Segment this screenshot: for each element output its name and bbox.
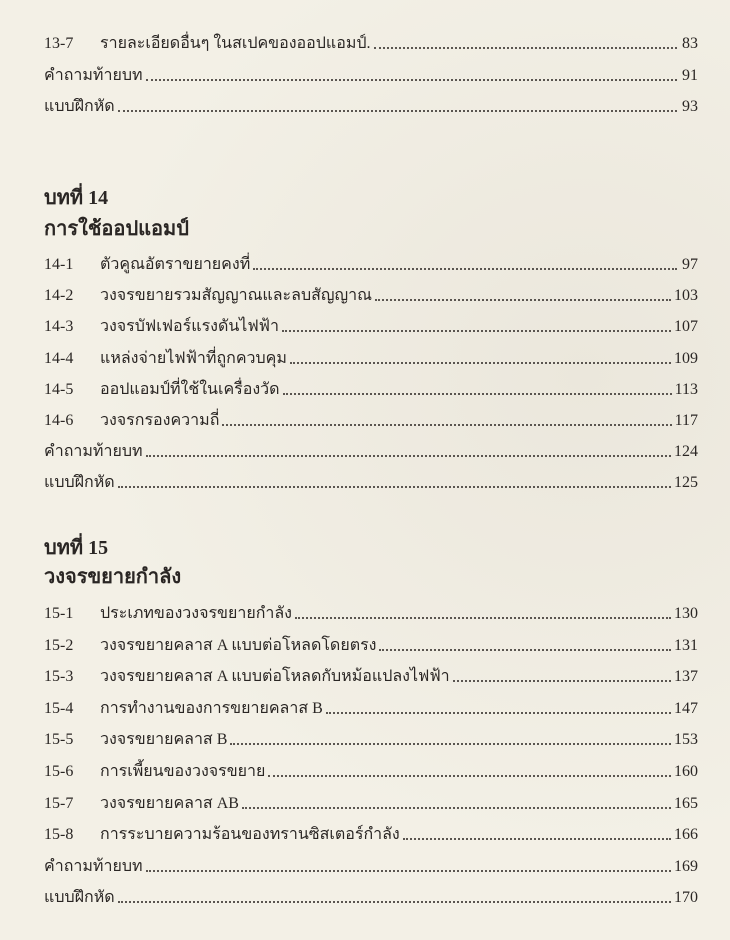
dot-leader [283,393,672,395]
dot-leader [326,712,671,714]
section-title: แบบฝึกหัด [44,889,115,907]
toc-entry [44,282,698,306]
dot-leader [222,424,671,426]
toc-entry [44,62,698,86]
section-number: 14-3 [44,318,74,336]
toc-entry [44,251,698,275]
section-number: 15-3 [44,668,74,686]
toc-entry [44,313,698,337]
page-number: 170 [674,889,698,907]
dot-leader [118,110,677,112]
toc-entry [44,407,698,431]
dot-leader [290,362,671,364]
section-title: วงจรขยายคลาส A แบบต่อโหลดกับหม้อแปลงไฟฟ้า [100,668,450,686]
section-title: วงจรกรองความถี่ [100,412,220,429]
toc-entry [44,93,698,117]
page-number: 93 [682,98,698,115]
toc-entry [44,821,698,845]
section-number: 14-5 [44,380,74,398]
dot-leader [403,838,671,840]
toc-entry [44,600,698,624]
dot-leader [253,268,677,270]
chapter-title: การใช้ออปแอมป์ [44,218,189,240]
page-number: 107 [674,318,698,336]
section-number: 13-7 [44,35,74,52]
toc-entry [44,853,698,877]
section-number: 14-4 [44,349,74,367]
toc-entry [44,438,698,462]
section-number: 14-6 [44,412,74,429]
dot-leader [146,455,671,457]
section-title: วงจรขยายรวมสัญญาณและลบสัญญาณ [100,287,372,305]
page-number: 103 [674,287,698,305]
toc-entry [44,469,698,493]
dot-leader [282,330,671,332]
section-title: คำถามท้ายบท [44,857,143,875]
section-number: 14-1 [44,256,74,273]
dot-leader [268,775,671,777]
section-title: วงจรบัฟเฟอร์แรงดันไฟฟ้า [100,318,279,336]
section-title: การเพี้ยนของวงจรขยาย [100,763,266,780]
section-title: คำถามท้ายบท [44,67,143,84]
toc-entry [44,632,698,656]
dot-leader [379,649,671,651]
section-number: 15-7 [44,794,74,812]
section-title: รายละเอียดอื่นๆ ในสเปคของออปแอมป์. [100,35,371,52]
section-title: แหล่งจ่ายไฟฟ้าที่ถูกควบคุม [100,349,287,367]
section-number: 14-2 [44,287,74,305]
chapter-label: บทที่ 14 [44,187,109,209]
section-title: แบบฝึกหัด [44,98,115,115]
section-number: 15-8 [44,826,74,844]
section-title: แบบฝึกหัด [44,474,115,492]
section-number: 15-2 [44,636,74,654]
page-number: 124 [674,443,698,461]
page-number: 130 [674,605,698,622]
toc-entry [44,695,698,719]
dot-leader [118,486,671,488]
toc-entry [44,376,698,400]
dot-leader [146,870,671,872]
toc-entry [44,663,698,687]
page-number: 147 [674,699,698,717]
page-number: 160 [674,763,698,780]
page-number: 166 [674,826,698,844]
section-title: วงจรขยายคลาส A แบบต่อโหลดโดยตรง [100,636,377,654]
section-title: ประเภทของวงจรขยายกำลัง [100,605,292,622]
page-number: 169 [674,857,698,875]
page-number: 91 [682,67,698,84]
toc-entry [44,30,698,54]
section-number: 15-5 [44,731,74,749]
section-title: วงจรขยายคลาส AB [100,794,239,812]
dot-leader [375,299,671,301]
chapter-title: วงจรขยายกำลัง [44,566,182,588]
page-number: 131 [674,636,698,654]
section-number: 15-6 [44,763,74,780]
dot-leader [242,807,671,809]
page-number: 137 [674,668,698,686]
section-title: คำถามท้ายบท [44,443,143,461]
dot-leader [230,743,671,745]
dot-leader [146,79,677,81]
toc-entry [44,790,698,814]
page-number: 117 [674,412,698,429]
dot-leader [453,680,671,682]
toc-entry [44,758,698,782]
page-number: 109 [674,349,698,367]
page-number: 113 [674,380,698,398]
page-number: 83 [682,35,698,52]
toc-entry [44,884,698,908]
page-number: 97 [682,256,698,273]
toc-entry [44,345,698,369]
section-title: การทำงานของการขยายคลาส B [100,699,323,717]
toc-entry [44,726,698,750]
page-number: 125 [674,474,698,492]
section-title: ออปแอมป์ที่ใช้ในเครื่องวัด [100,380,280,398]
section-title: การระบายความร้อนของทรานซิสเตอร์กำลัง [100,826,400,844]
dot-leader [374,47,677,49]
dot-leader [118,901,671,903]
page-number: 153 [674,731,698,749]
section-number: 15-4 [44,699,74,717]
section-title: ตัวคูณอัตราขยายคงที่ [100,256,251,273]
dot-leader [295,617,671,619]
chapter-label: บทที่ 15 [44,537,109,559]
section-title: วงจรขยายคลาส B [100,731,228,749]
page-number: 165 [674,794,698,812]
section-number: 15-1 [44,605,74,622]
